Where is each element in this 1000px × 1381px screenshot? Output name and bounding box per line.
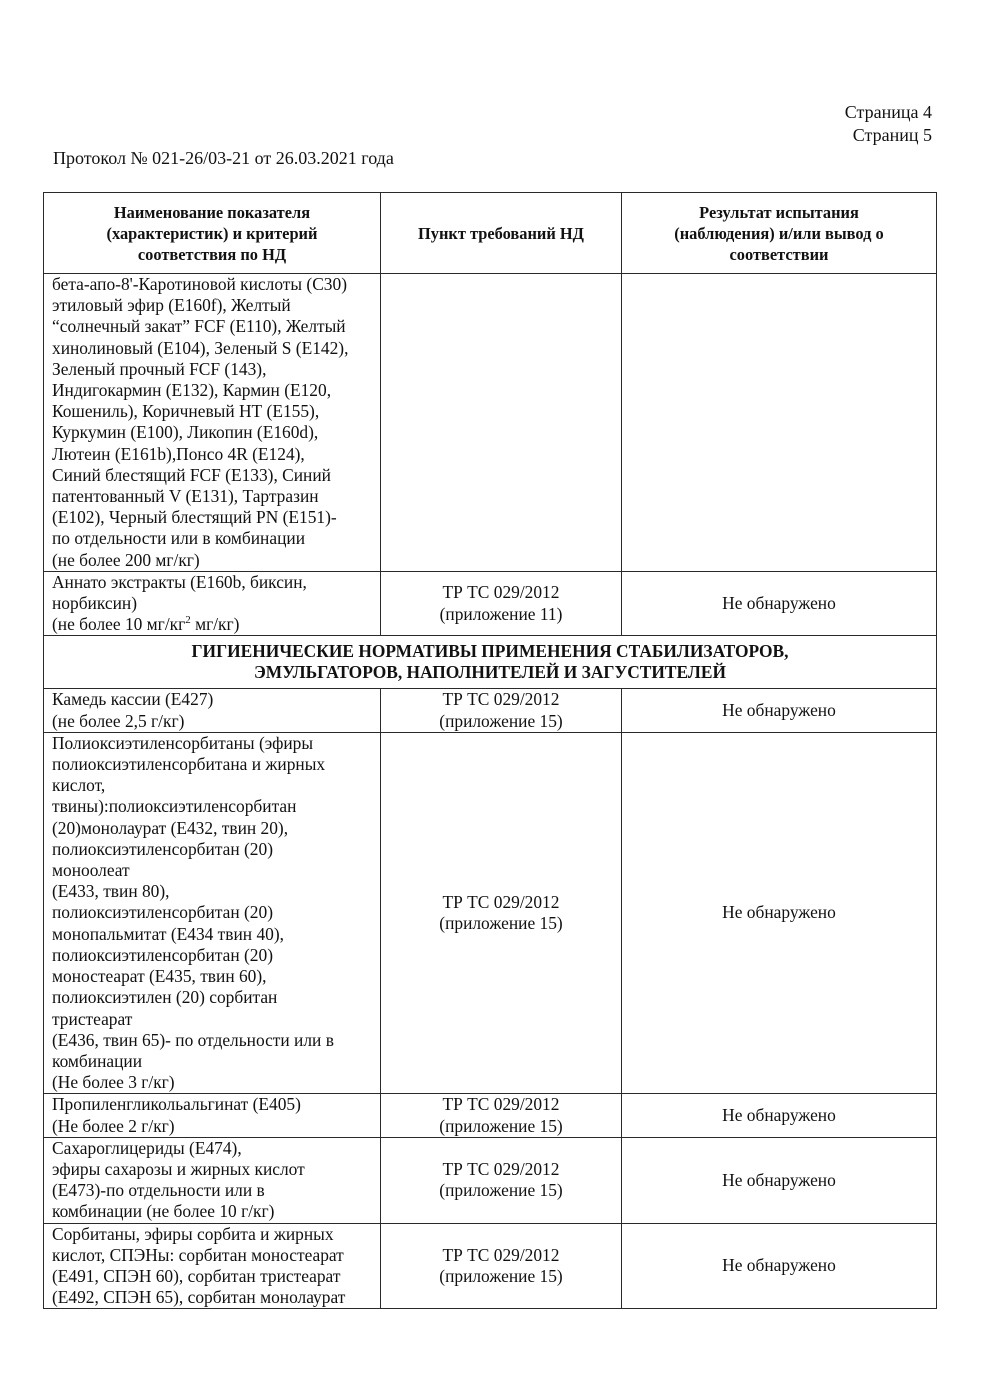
- column-header-requirement: Пункт требований НД: [381, 193, 622, 274]
- indicator-cell: Аннато экстракты (Е160b, биксин, норбиксин) (не более 10 $мг/кг^2$ мг/кг): [44, 571, 381, 636]
- page-label: Страница 4: [844, 102, 932, 122]
- table-row: [44, 571, 937, 636]
- indicator-cell: Пропиленгликольальгинат (Е405) (Не более 2 г/кг): [44, 1094, 381, 1137]
- section-title: ГИГИЕНИЧЕСКИЕ НОРМАТИВЫ ПРИМЕНЕНИЯ СТАБИЛИЗАТОРОВ, ЭМУЛЬГАТОРОВ, НАПОЛНИТЕЛЕЙ И ЗАГУСТИТЕЛЕЙ: [44, 636, 937, 689]
- result-cell: Не обнаружено: [622, 1223, 937, 1309]
- requirement-cell: ТР ТС 029/2012 (приложение 15): [381, 1137, 622, 1223]
- result-cell: Не обнаружено: [622, 1137, 937, 1223]
- table-row: [44, 1094, 937, 1137]
- indicator-cell: Полиоксиэтиленсорбитаны (эфиры полиоксиэтиленсорбитана и жирных кислот, твины):полиоксиэтиленсорбитан (20)монолаурат (Е432, твин 20), полиоксиэтиленсорбитан (20) моноолеат (Е433, твин 80), полиоксиэтиленсорбитан (20) монопальмитат (Е434 твин 40), полиоксиэтиленсорбитан (20) моностеарат (Е435, твин 60), полиоксиэтилен (20) сорбитан тристеарат (Е436, твин 65)- по отдельности или в комбинации (Не более 3 г/кг): [44, 732, 381, 1093]
- section-row: [44, 636, 937, 689]
- requirement-cell: [381, 274, 622, 572]
- column-header-indicator: Наименование показателя (характеристик) и критерий соответствия по НД: [44, 193, 381, 274]
- table-row: [44, 274, 937, 572]
- requirement-cell: ТР ТС 029/2012 (приложение 15): [381, 1094, 622, 1137]
- table-header-row: [44, 193, 937, 274]
- indicator-cell: бета-апо-8'-Каротиновой кислоты (С30) этиловый эфир (Е160f), Желтый “солнечный закат” FCF (Е110), Желтый хинолиновый (Е104), Зеленый S (Е142), Зеленый прочный FCF (143), Индигокармин (Е132), Кармин (Е120, Кошениль), Коричневый НТ (Е155), Куркумин (Е100), Ликопин (Е160d), Лютеин (Е161b),Понсо 4R (Е124), Синий блестящий FCF (Е133), Синий патентованный V (Е131), Тартразин (Е102), Черный блестящий PN (Е151)- по отдельности или в комбинации (не более 200 мг/кг): [44, 274, 381, 572]
- table-row: [44, 1137, 937, 1223]
- table-row: [44, 1223, 937, 1309]
- requirement-cell: ТР ТС 029/2012 (приложение 15): [381, 1223, 622, 1309]
- indicator-cell: Сахароглицериды (Е474), эфиры сахарозы и жирных кислот (Е473)-по отдельности или в комбинации (не более 10 г/кг): [44, 1137, 381, 1223]
- results-table: [43, 192, 937, 1309]
- requirement-cell: ТР ТС 029/2012 (приложение 11): [381, 571, 622, 636]
- column-header-result: Результат испытания (наблюдения) и/или вывод о соответствии: [622, 193, 937, 274]
- result-cell: Не обнаружено: [622, 1094, 937, 1137]
- indicator-cell: Сорбитаны, эфиры сорбита и жирных кислот, СПЭНы: сорбитан моностеарат (Е491, СПЭН 60), сорбитан тристеарат (Е492, СПЭН 65), сорбитан монолаурат: [44, 1223, 381, 1309]
- result-cell: Не обнаружено: [622, 732, 937, 1093]
- table-row: [44, 732, 937, 1093]
- result-cell: Не обнаружено: [622, 689, 937, 732]
- pages-total-label: Страниц 5: [852, 125, 932, 145]
- requirement-cell: ТР ТС 029/2012 (приложение 15): [381, 689, 622, 732]
- page-number: [845, 101, 932, 147]
- result-cell: [622, 274, 937, 572]
- requirement-cell: ТР ТС 029/2012 (приложение 15): [381, 732, 622, 1093]
- indicator-cell: Камедь кассии (Е427) (не более 2,5 г/кг): [44, 689, 381, 732]
- table-row: [44, 689, 937, 732]
- protocol-title: Протокол № 021-26/03-21 от 26.03.2021 года: [53, 148, 394, 168]
- result-cell: Не обнаружено: [622, 571, 937, 636]
